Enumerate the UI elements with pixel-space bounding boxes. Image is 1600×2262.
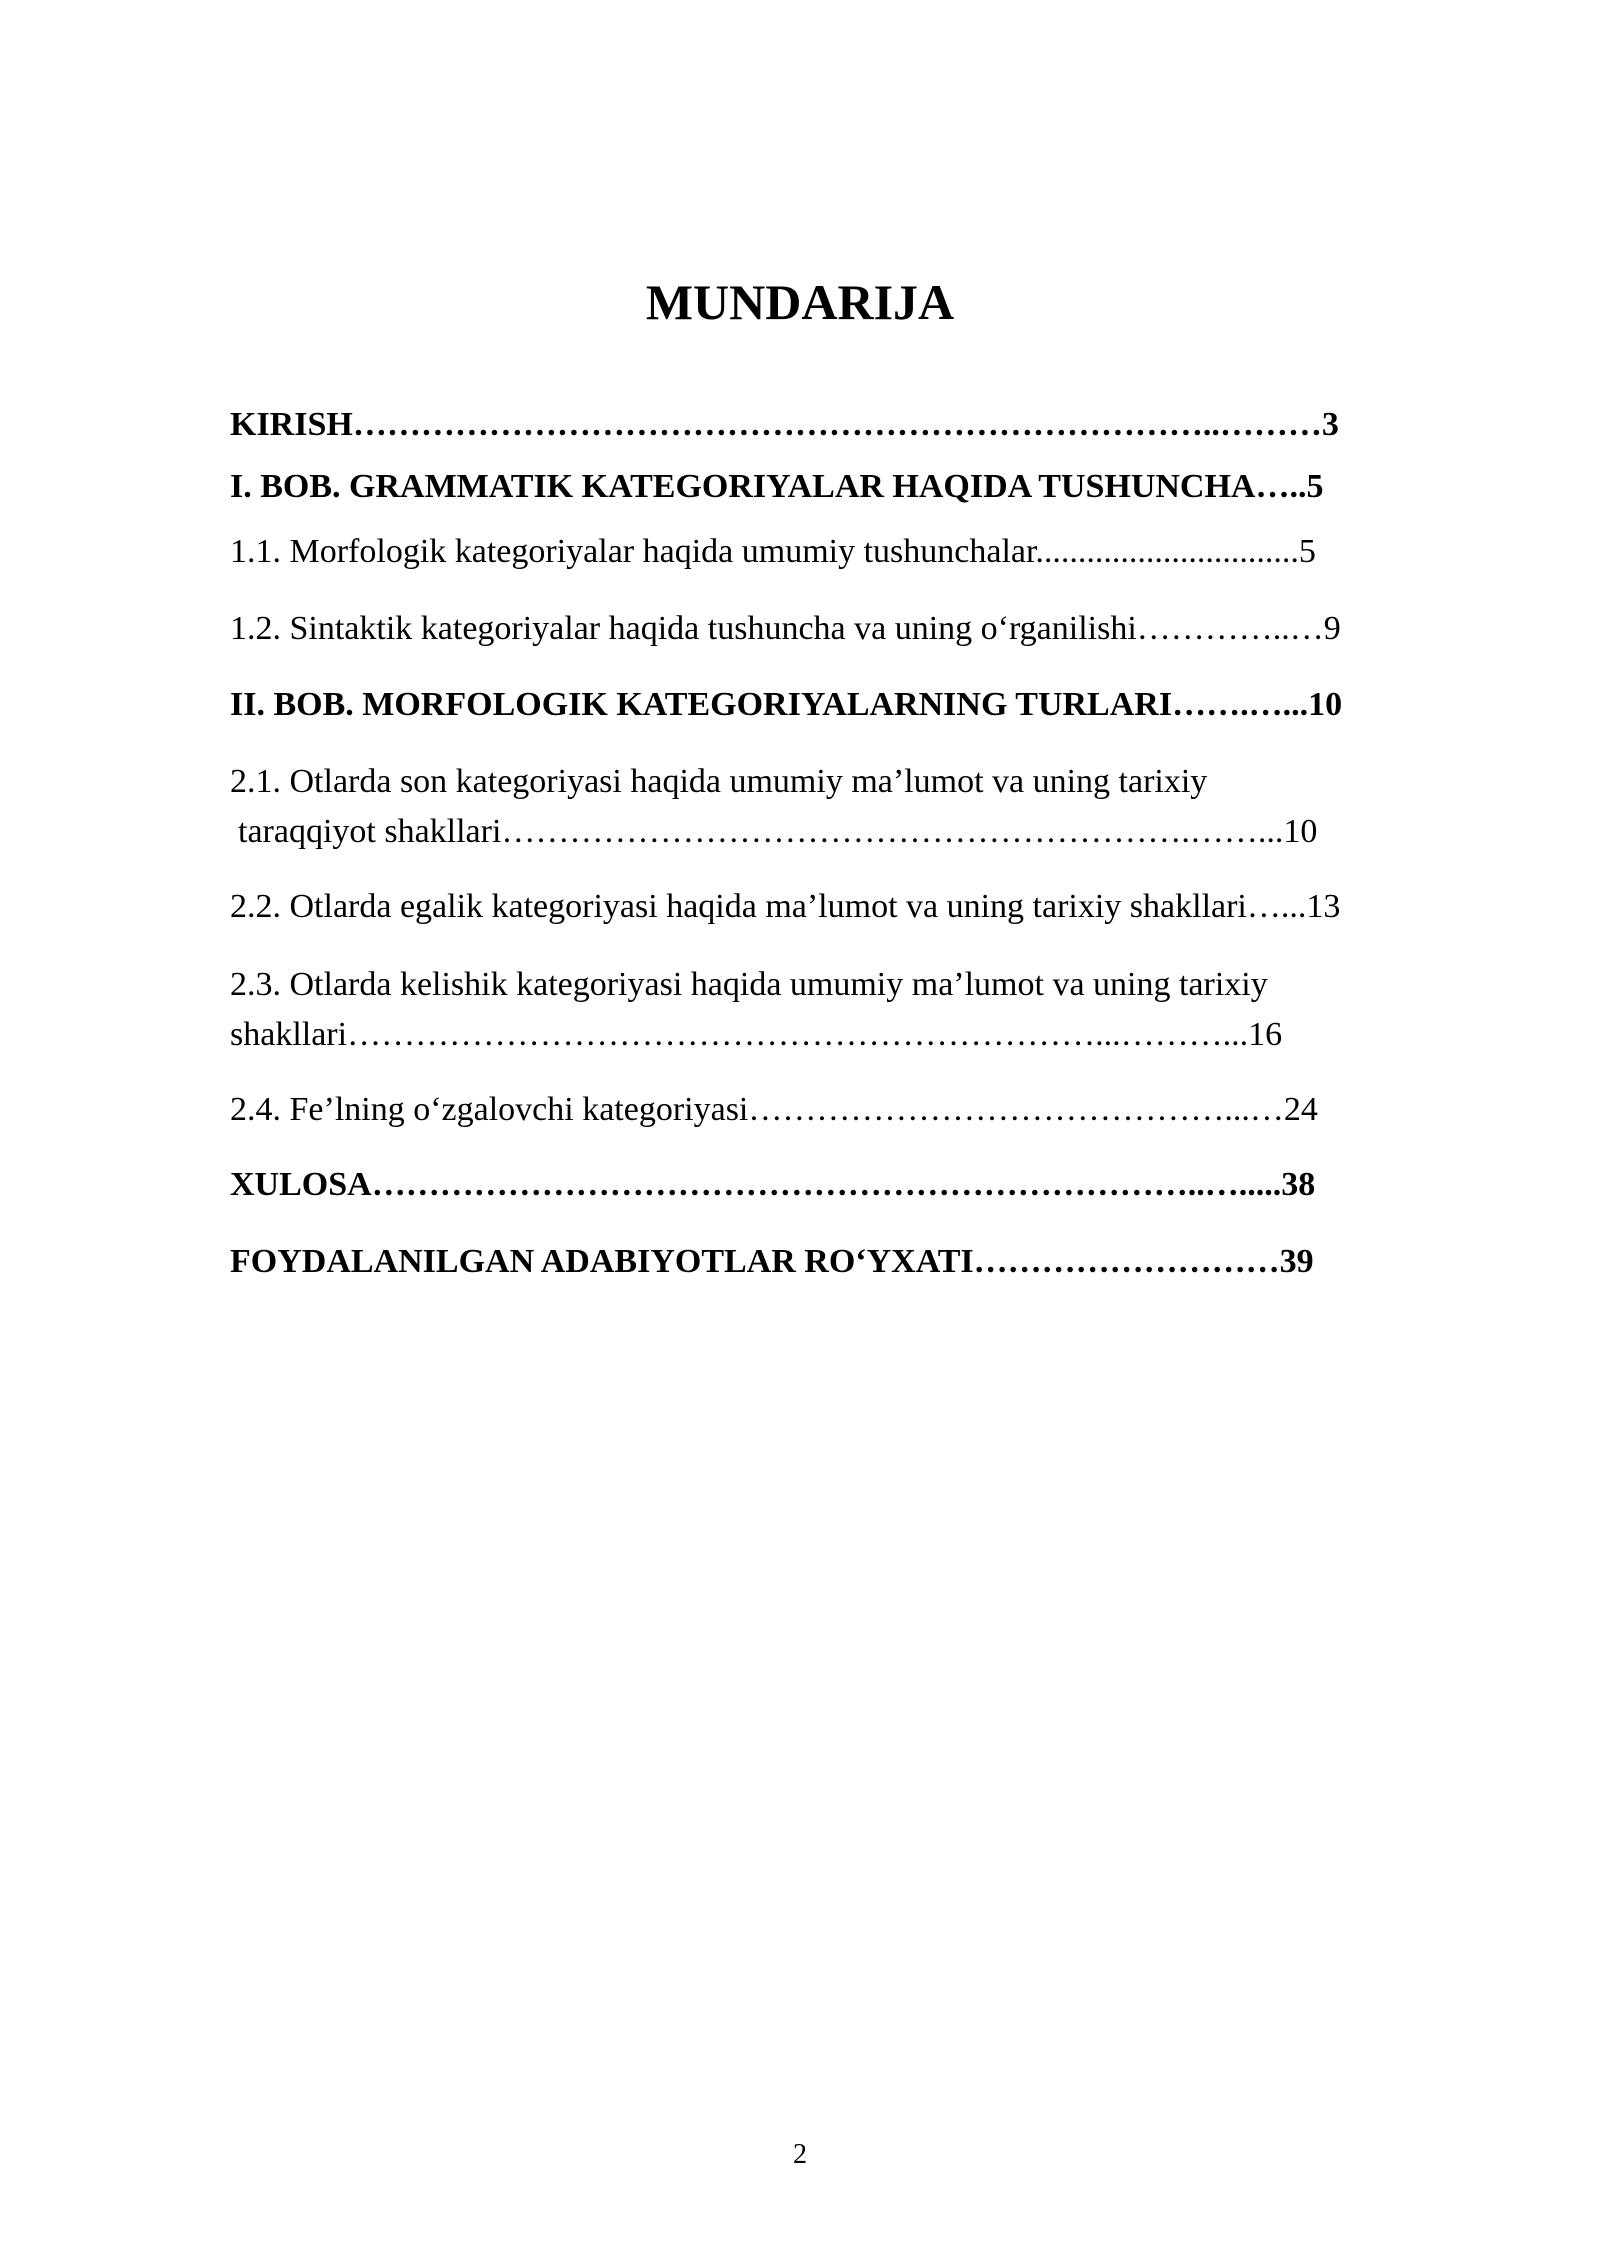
toc-entry-text: II. BOB. MORFOLOGIK KATEGORIYALARNING TURLARI…….…...10 [230,686,1343,723]
toc-entry-text: 1.2. Sintaktik kategoriyalar haqida tushuncha va uning o‘rganilishi…………..…9 [230,610,1341,647]
toc-entry-section-2-3[interactable] [230,960,1480,1060]
toc-entry-text: 1.1. Morfologik kategoriyalar haqida umumiy tushunchalar...............................5 [230,533,1316,570]
toc-entry-text: 2.1. Otlarda son kategoriyasi haqida umumiy ma’lumot va uning tarixiy [230,763,1208,800]
toc-entry-section-1-2[interactable] [230,604,1480,654]
toc-entry-kirish[interactable] [230,400,1480,450]
toc-entry-text: 2.2. Otlarda egalik kategoriyasi haqida ma’lumot va uning tarixiy shakllari…...13 [230,888,1341,925]
toc-entry-section-2-1[interactable] [230,757,1480,857]
toc-entry-chapter-1[interactable] [230,462,1480,512]
toc-entry-xulosa[interactable] [230,1160,1480,1210]
page-title: MUNDARIJA [645,274,955,330]
toc-entry-text-continued: taraqqiyot shakllari…………………………………………………….……...10 [238,813,1318,850]
toc-entry-text: KIRISH…………………………………………………………………..………3 [230,406,1339,443]
toc-entry-section-2-4[interactable] [230,1085,1480,1135]
toc-entry-text-continued: shakllari…………………………………………………………...………...16 [230,1016,1283,1053]
toc-entry-chapter-2[interactable] [230,680,1480,730]
toc-entry-text: 2.4. Fe’lning o‘zgalovchi kategoriyasi……………………………………...…24 [230,1091,1318,1128]
page-number: 2 [793,2139,807,2170]
toc-entry-text: I. BOB. GRAMMATIK KATEGORIYALAR HAQIDA TUSHUNCHA…..5 [230,468,1324,505]
toc-entry-references[interactable] [230,1237,1480,1287]
toc-entry-text: 2.3. Otlarda kelishik kategoriyasi haqida umumiy ma’lumot va uning tarixiy [230,966,1268,1003]
toc-entry-section-1-1[interactable] [230,527,1480,577]
toc-entry-section-2-2[interactable] [230,882,1480,932]
toc-entry-text: XULOSA………………………………………………………………..….....38 [230,1166,1316,1203]
toc-entry-text: FOYDALANILGAN ADABIYOTLAR RO‘YXATI………………………39 [230,1243,1314,1280]
